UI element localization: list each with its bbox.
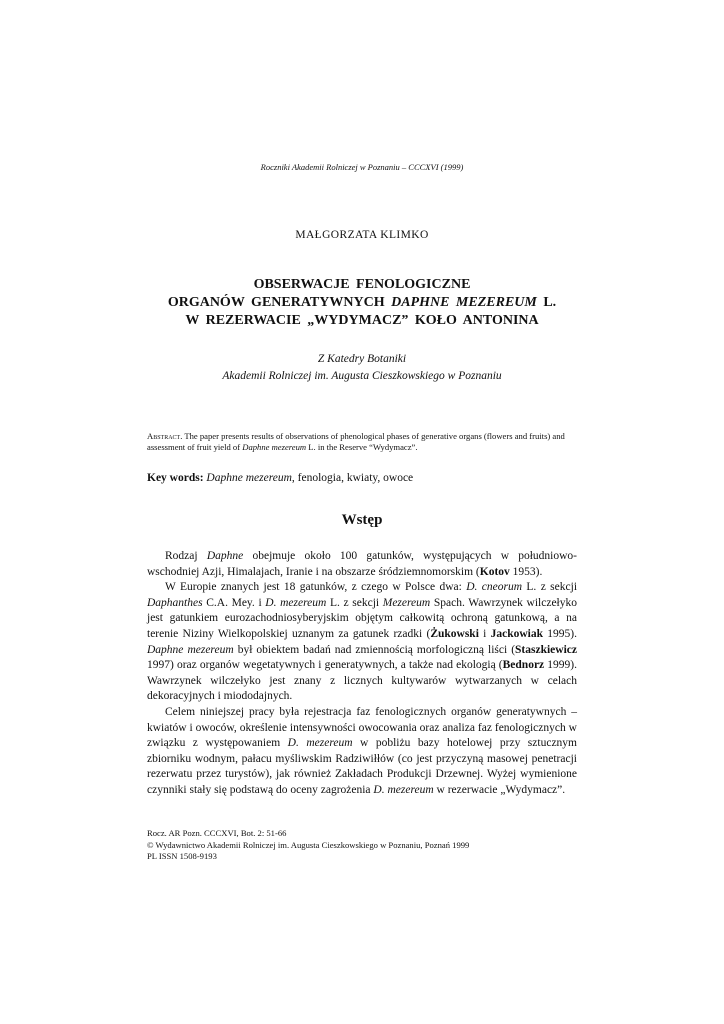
p2-citation: Staszkiewicz (515, 643, 577, 656)
paragraph-2 (147, 580, 577, 705)
p3-text: w pobliżu bazy hotelowej przy sztucznym zbiorniku wodnym, pałacu myśliwskim Radziwiłłów (co jest przyczyną masowej penetracji rezerwatu przez turystów), jak również Zakładach Produkcji Drzewnej. Wyżej wymienione czynniki stały się podstawą do oceny zagrożenia (147, 737, 577, 796)
p2-text: Spach. Wawrzynek wilczełyko jest gatunkiem eurozachodniosyberyjskim objętym całkowitą ochroną gatunkową, a na terenie Niziny Wielkopolskiej uznanym za gatunek rzadki ( (147, 596, 577, 640)
paragraph-1 (147, 549, 577, 580)
p2-text: i (478, 627, 491, 640)
p2-text: był obiektem badań nad zmiennością morfologiczną liści ( (233, 643, 516, 656)
p2-species: D. cneorum (466, 581, 523, 594)
p2-citation: Bednorz (502, 659, 545, 672)
abstract-label: Abstract (147, 431, 181, 441)
p1-text: 1953). (509, 565, 543, 578)
keywords-species: Daphne mezereum (206, 472, 292, 484)
author-name: MAŁGORZATA KLIMKO (295, 229, 429, 241)
abstract-species: Daphne mezereum (242, 442, 307, 452)
p2-section: Mezereum (382, 596, 431, 609)
p3-species: D. mezereum (287, 737, 353, 750)
abstract-text-start: . The paper presents results of observations of phenological phases of generative organs (flowers and fruits) and assessment of fruit yield of (147, 431, 565, 452)
paragraph-3 (147, 705, 577, 799)
section-heading: Wstęp (341, 512, 383, 528)
p2-text: C.A. Mey. i (202, 596, 266, 609)
body-text (147, 549, 577, 799)
p2-species: D. mezereum (265, 596, 327, 609)
paper-title (0, 276, 724, 330)
footer-citation: Rocz. AR Pozn. CCCXVI, Bot. 2: 51-66 (147, 828, 287, 838)
title-line-2-end: L. (536, 295, 557, 310)
title-line-1: OBSERWACJE FENOLOGICZNE (253, 277, 471, 292)
p2-species: Daphne mezereum (147, 643, 234, 656)
keywords-rest: , fenologia, kwiaty, owoce (291, 472, 414, 484)
abstract (147, 431, 577, 453)
p1-genus: Daphne (206, 550, 244, 562)
affiliation-department: Z Katedry Botaniki (317, 353, 407, 365)
journal-header: Roczniki Akademii Rolniczej w Poznaniu – CCCXVI (1999) (260, 162, 464, 172)
p2-citation: Jackowiak (490, 627, 544, 640)
footer-copyright: © Wydawnictwo Akademii Rolniczej im. Augusta Cieszkowskiego w Poznaniu, Poznań 1999 (147, 839, 470, 850)
p2-text: L. z sekcji (326, 596, 383, 609)
affiliation-institution: Akademii Rolniczej im. Augusta Cieszkowskiego w Poznaniu (222, 370, 502, 382)
keywords (147, 472, 413, 484)
abstract-text-end: L. in the Reserve “Wydymacz”. (306, 442, 418, 452)
title-species: DAPHNE MEZEREUM (391, 295, 537, 310)
p2-text: W Europie znanych jest 18 gatunków, z czego w Polsce dwa: (165, 581, 467, 594)
p1-citation: Kotov (479, 565, 510, 578)
title-line-2 (0, 294, 724, 312)
p3-text: w rezerwacie „Wydymacz”. (433, 783, 566, 796)
p2-text: 1999). Wawrzynek wilczełyko jest znany z licznych kultywarów wytwarzanych w celach dekoracyjnych i miododajnych. (147, 659, 577, 703)
p2-text: 1997) oraz organów wegetatywnych i generatywnych, a także nad ekologią ( (147, 659, 503, 672)
p2-text: L. z sekcji (522, 581, 578, 594)
keywords-label: Key words: (147, 472, 204, 484)
title-line-3: W REZERWACIE „WYDYMACZ” KOŁO ANTONINA (185, 313, 539, 328)
p2-citation: Żukowski (430, 627, 479, 640)
p3-species: D. mezereum (373, 783, 434, 796)
p2-text: 1995). (543, 627, 577, 640)
title-line-2-start: ORGANÓW GENERATYWNYCH (167, 295, 392, 310)
footer-issn: PL ISSN 1508-9193 (147, 851, 217, 861)
footer (147, 828, 577, 863)
p1-text: Rodzaj (165, 550, 207, 562)
p3-text: Celem niniejszej pracy była rejestracja faz fenologicznych organów generatywnych – kwiatów i owoców, określenie intensywności owocowania oraz analiza faz fenologicznych w związku z występowaniem (147, 705, 577, 750)
affiliation (0, 351, 724, 385)
p1-text: obejmuje około 100 gatunków, występujących w południowo-wschodniej Azji, Himalajach, Iranie i na obszarze śródziemnomorskim ( (147, 550, 577, 578)
p2-section: Daphanthes (147, 596, 203, 609)
